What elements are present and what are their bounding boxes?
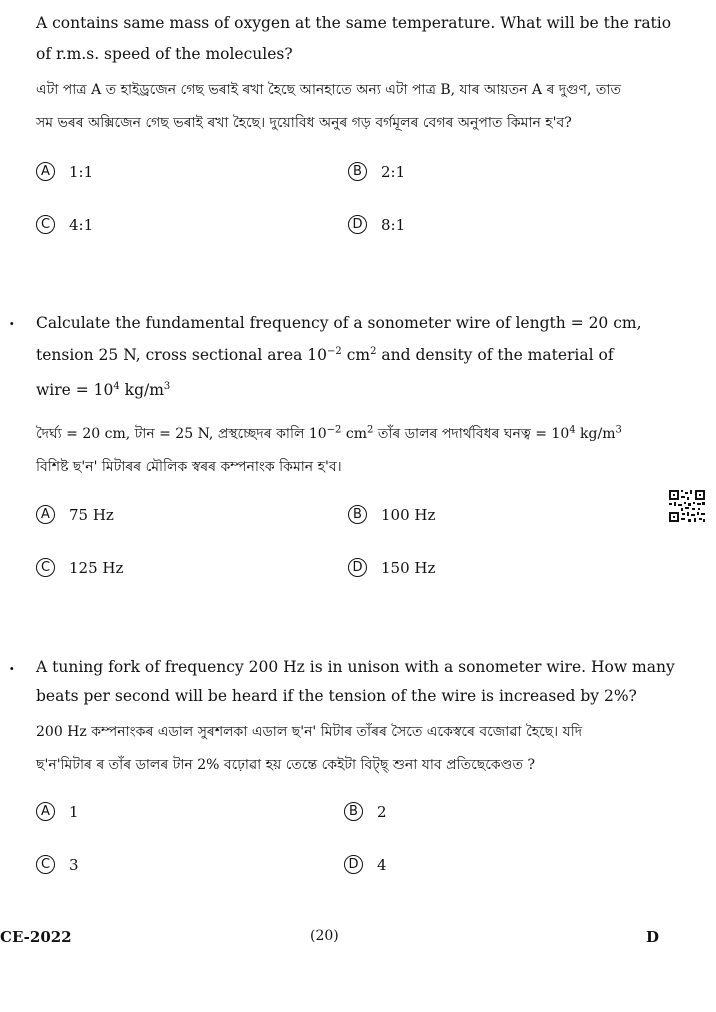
q1-option-a[interactable] xyxy=(36,162,93,181)
q1-assamese-line-1: এটা পাত্ৰ A ত হাইড্ৰজেন গেছ ভৰাই ৰখা হৈছে আনহাতে অন্য এটা পাত্ৰ B, যাৰ আয়তন A ৰ দুগুণ, তাত xyxy=(36,82,621,98)
q3-option-a[interactable] xyxy=(36,802,79,821)
q2-assamese-line-2: বিশিষ্ট ছ'ন' মিটাৰৰ মৌলিক স্বৰৰ কম্পনাংক কিমান হ'ব। xyxy=(36,459,342,475)
option-text: 1:1 xyxy=(69,162,94,181)
q2-option-a[interactable] xyxy=(36,505,114,524)
q3-option-c[interactable] xyxy=(36,855,79,874)
option-d-bubble[interactable]: D xyxy=(344,855,363,874)
q1-english-line-2: of r.m.s. speed of the molecules? xyxy=(36,45,293,63)
option-c-bubble[interactable]: C xyxy=(36,855,55,874)
option-c-bubble[interactable]: C xyxy=(36,558,55,577)
q3-english-line-2: beats per second will be heard if the tension of the wire is increased by 2%? xyxy=(36,687,637,705)
q1-option-c[interactable] xyxy=(36,215,93,234)
q2-english-line-3: wire = $10^4$ $kg/m^3$ xyxy=(36,380,171,399)
option-text: 100 Hz xyxy=(381,505,436,524)
q3-english-line-1: A tuning fork of frequency 200 Hz is in unison with a sonometer wire. How many xyxy=(36,658,675,676)
option-text: 4 xyxy=(377,855,387,874)
q3-option-b[interactable] xyxy=(344,802,387,821)
option-a-bubble[interactable]: A xyxy=(36,505,55,524)
question-set-label: D xyxy=(646,928,660,946)
option-text: 125 Hz xyxy=(69,558,124,577)
option-text: 3 xyxy=(69,855,79,874)
q2-english-line-1: Calculate the fundamental frequency of a sonometer wire of length = 20 cm, xyxy=(36,314,642,332)
q1-option-d[interactable] xyxy=(348,215,405,234)
option-b-bubble[interactable]: B xyxy=(348,162,367,181)
option-b-bubble[interactable]: B xyxy=(348,505,367,524)
q2-bullet: . xyxy=(9,310,15,329)
q3-assamese-line-2: ছ'ন'মিটাৰ ৰ তাঁৰ ডালৰ টান 2% বঢ়োৱা হয় তেন্তে কেইটা বিট্‌ছ্ শুনা যাব প্ৰতিছেকেণ্ডত ? xyxy=(36,757,535,773)
option-d-bubble[interactable]: D xyxy=(348,215,367,234)
option-text: 8:1 xyxy=(381,215,406,234)
option-b-bubble[interactable]: B xyxy=(344,802,363,821)
q1-option-b[interactable] xyxy=(348,162,405,181)
q3-bullet: . xyxy=(9,655,15,674)
q2-english-line-2: tension 25 N, cross sectional area $10^{-2}$ $cm^2$ and density of the material of xyxy=(36,345,614,364)
q3-option-d[interactable] xyxy=(344,855,387,874)
option-a-bubble[interactable]: A xyxy=(36,162,55,181)
option-d-bubble[interactable]: D xyxy=(348,558,367,577)
option-text: 2 xyxy=(377,802,387,821)
option-text: 150 Hz xyxy=(381,558,436,577)
option-text: 1 xyxy=(69,802,79,821)
option-text: 75 Hz xyxy=(69,505,114,524)
q1-assamese-line-2: সম ভৰৰ অক্সিজেন গেছ ভৰাই ৰখা হৈছে। দুয়োবিধ অনুৰ গড় বৰ্গমূলৰ বেগৰ অনুপাত কিমান হ'ব? xyxy=(36,115,572,131)
q2-option-b[interactable] xyxy=(348,505,435,524)
option-text: 4:1 xyxy=(69,215,94,234)
qr-code-icon xyxy=(668,489,706,523)
page-number: (20) xyxy=(310,928,339,944)
q2-assamese-line-1: দৈৰ্ঘ্য = 20 cm, টান = 25 N, প্ৰস্থচ্ছেদৰ কালি $10^{-2}$ $cm^2$ তাঁৰ ডালৰ পদাৰ্থবিধৰ ঘনত্ব = $10^4$ $kg/m^3$ xyxy=(36,424,622,442)
q1-english-line-1: A contains same mass of oxygen at the same temperature. What will be the ratio xyxy=(36,14,672,32)
q3-assamese-line-1: 200 Hz কম্পনাংকৰ এডাল সুৰশলকা এডাল ছ'ন' মিটাৰ তাঁৰৰ সৈতে একেস্বৰে বজোৱা হৈছে। যদি xyxy=(36,724,583,740)
option-c-bubble[interactable]: C xyxy=(36,215,55,234)
option-a-bubble[interactable]: A xyxy=(36,802,55,821)
q2-option-d[interactable] xyxy=(348,558,435,577)
exam-code: CE-2022 xyxy=(0,928,72,946)
q2-option-c[interactable] xyxy=(36,558,123,577)
option-text: 2:1 xyxy=(381,162,406,181)
